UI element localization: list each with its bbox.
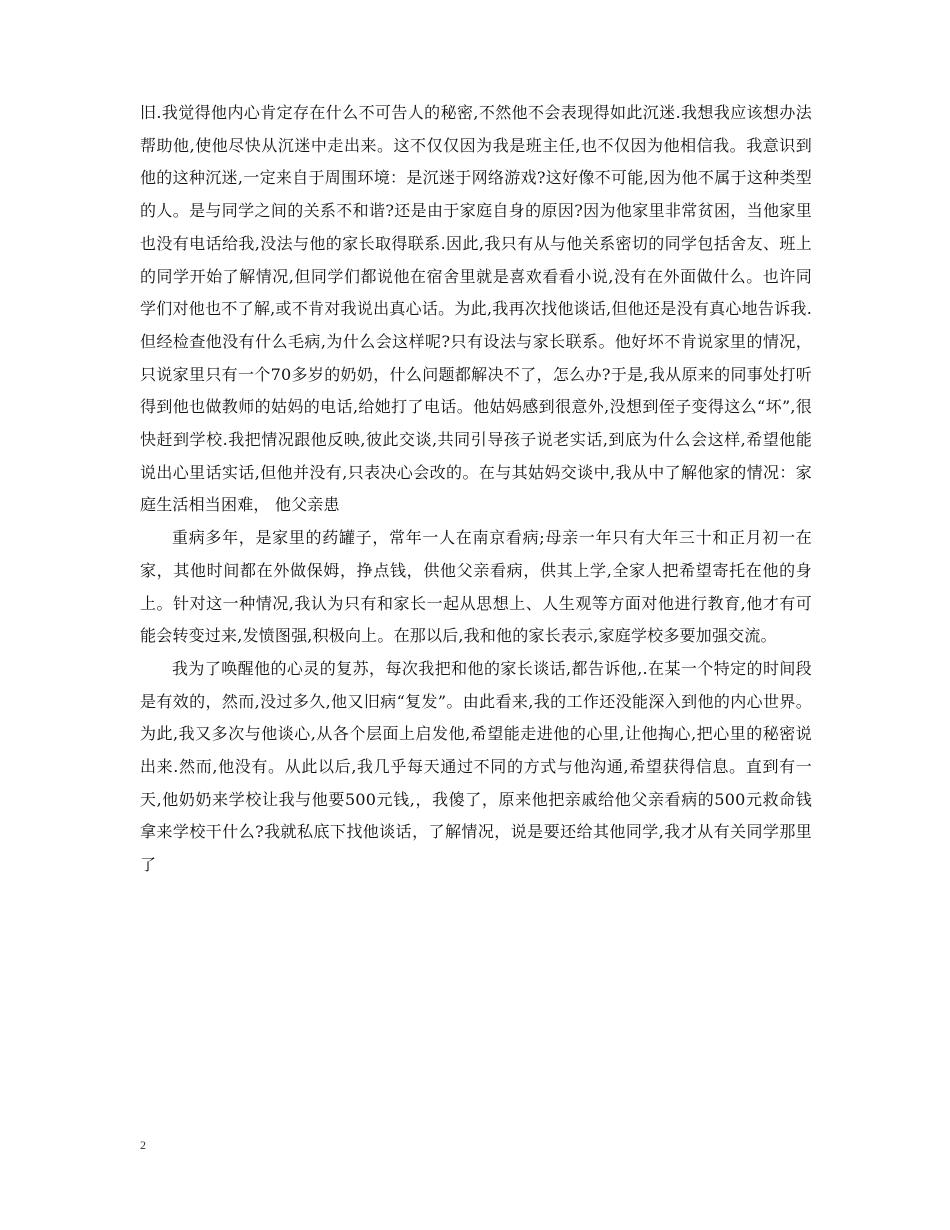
page-number: 2: [140, 1138, 146, 1152]
paragraph-1: 旧.我觉得他内心肯定存在什么不可告人的秘密,不然他不会表现得如此沉迷.我想我应该想办法帮助他,使他尽快从沉迷中走出来。这不仅仅因为我是班主任,也不仅因为他相信我。我意识到他的这种沉迷,一定来自于周围环境：是沉迷于网络游戏?这好像不可能,因为他不属于这种类型的人。是与同学之间的关系不和谐?还是由于家庭自身的原因?因为他家里非常贫困，当他家里也没有电话给我,没法与他的家长取得联系.因此,我只有从与他关系密切的同学包括舍友、班上的同学开始了解情况,但同学们都说他在宿舍里就是喜欢看看小说,没有在外面做什么。也许同学们对他也不了解,或不肯对我说出真心话。为此,我再次找他谈话,但他还是没有真心地告诉我.但经检查他没有什么毛病,为什么会这样呢?只有设法与家长联系。他好坏不肯说家里的情况，只说家里只有一个70多岁的奶奶，什么问题都解决不了，怎么办?于是,我从原来的同事处打听得到他也做教师的姑妈的电话,给她打了电话。他姑妈感到很意外,没想到侄子变得这么“坏”,很快赶到学校.我把情况跟他反映,彼此交谈,共同引导孩子说老实话,到底为什么会这样,希望他能说出心里话实话,但他并没有,只表决心会改的。在与其姑妈交谈中,我从中了解他家的情况：家庭生活相当困难， 他父亲患: [140, 103, 812, 515]
paragraph-2: 重病多年，是家里的药罐子，常年一人在南京看病;母亲一年只有大年三十和正月初一在家，其他时间都在外做保姆，挣点钱，供他父亲看病，供其上学,全家人把希望寄托在他的身上。针对这一种情况,我认为只有和家长一起从思想上、人生观等方面对他进行教育,他才有可能会转变过来,发愤图强,积极向上。在那以后,我和他的家长表示,家庭学校多要加强交流。: [140, 528, 812, 646]
body-text: [140, 97, 812, 882]
paragraph-3: 我为了唤醒他的心灵的复苏，每次我把和他的家长谈话,都告诉他,.在某一个特定的时间段是有效的，然而,没过多久,他又旧病“复发”。由此看来,我的工作还没能深入到他的内心世界。为此,我又多次与他谈心,从各个层面上启发他,希望能走进他的心里,让他掏心,把心里的秘密说出来.然而,他没有。从此以后,我几乎每天通过不同的方式与他沟通,希望获得信息。直到有一天,他奶奶来学校让我与他要500元钱,，我傻了，原来他把亲戚给他父亲看病的500元救命钱拿来学校干什么?我就私底下找他谈话，了解情况，说是要还给其他同学,我才从有关同学那里了: [140, 658, 812, 875]
